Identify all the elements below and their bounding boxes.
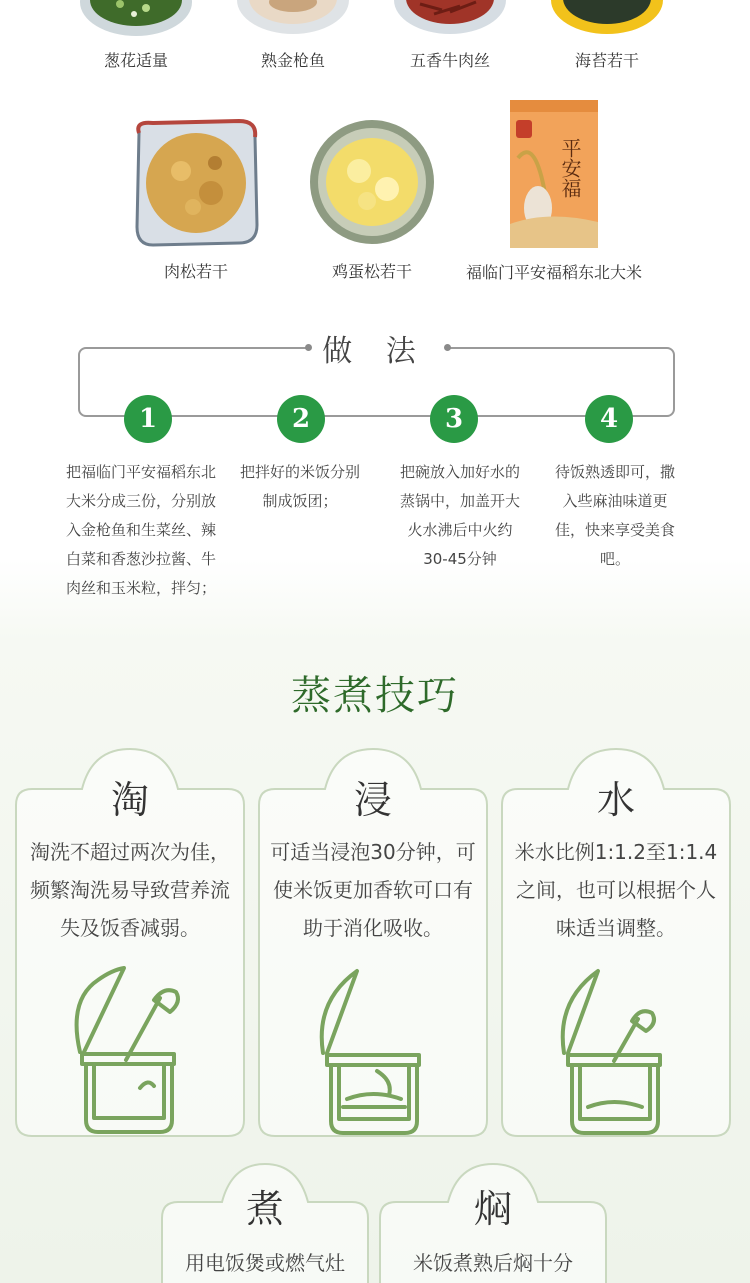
step-text: 待饭熟透即可，撒入些麻油味道更佳，快来享受美食吧。: [554, 463, 675, 568]
ingredient-label: 熟金枪鱼: [260, 51, 325, 70]
rice-cooker-icon: [554, 967, 674, 1139]
step-number: 4: [585, 395, 633, 443]
tip-card-text: 可适当浸泡30分钟，可使米饭更加香软可口有助于消化吸收。: [270, 840, 476, 940]
tips-title: 蒸煮技巧: [291, 673, 459, 719]
tip-card-soak: [255, 745, 491, 1140]
rice-cooker-icon: [68, 960, 188, 1140]
rice-bag-brand-text: 平安福: [558, 138, 582, 198]
ingredient-item: [56, 0, 216, 71]
tip-card-water: [498, 745, 734, 1140]
egg-floss-bowl-icon: [307, 115, 437, 249]
tip-card-text: 淘洗不超过两次为佳，频繁淘洗易导致营养流失及饭香减弱。: [30, 840, 230, 940]
ingredient-item: [213, 0, 373, 71]
ingredient-item: [292, 115, 452, 282]
rice-cooker-icon: [313, 967, 433, 1139]
ingredient-item: [527, 0, 687, 71]
rice-bag-icon: [508, 98, 600, 250]
tip-card-text: 用电饭煲或燃气灶: [185, 1251, 345, 1275]
ingredient-label: 鸡蛋松若干: [331, 262, 412, 281]
seaweed-bowl-icon: [547, 0, 667, 38]
ingredient-item: [116, 115, 276, 282]
tip-card-title: 焖: [473, 1187, 512, 1231]
tip-card-text: 米饭煮熟后焖十分: [413, 1251, 573, 1275]
tip-card-title: 水: [596, 778, 635, 822]
step-text: 把福临门平安福稻东北大米分成三份，分别放入金枪鱼和生菜丝、辣白菜和香葱沙拉酱、牛肉丝和玉米粒，拌匀；: [66, 463, 217, 597]
ingredient-label: 肉松若干: [163, 262, 228, 281]
beef-bowl-icon: [390, 0, 510, 38]
tip-card-simmer: [376, 1160, 610, 1283]
step-text: 把碗放入加好水的蒸锅中，加盖开大火水沸后中火约30-45分钟: [399, 463, 520, 568]
tip-card-title: 浸: [353, 778, 392, 822]
ingredient-label: 福临门平安福稻东北大米: [465, 263, 642, 282]
ingredient-label: 海苔若干: [574, 51, 639, 70]
tip-card-text: 米水比例1:1.2至1:1.4之间，也可以根据个人味适当调整。: [514, 840, 718, 940]
step-text: 把拌好的米饭分别制成饭团；: [239, 463, 360, 510]
ingredient-item: [454, 98, 654, 283]
ingredient-item: [370, 0, 530, 71]
method-title: 做 法: [322, 334, 428, 369]
ingredient-label: 五香牛肉丝: [409, 51, 490, 70]
tip-card-title: 煮: [245, 1187, 284, 1231]
ingredient-label: 葱花适量: [103, 51, 168, 70]
tip-card-rinse: [12, 745, 248, 1140]
tip-card-boil: [158, 1160, 372, 1283]
step-number: 1: [124, 395, 172, 443]
scallion-bowl-icon: [76, 0, 196, 38]
step-number: 2: [277, 395, 325, 443]
tuna-bowl-icon: [233, 0, 353, 38]
step-number: 3: [430, 395, 478, 443]
meat-floss-bowl-icon: [131, 115, 261, 249]
tip-card-title: 淘: [110, 778, 149, 822]
